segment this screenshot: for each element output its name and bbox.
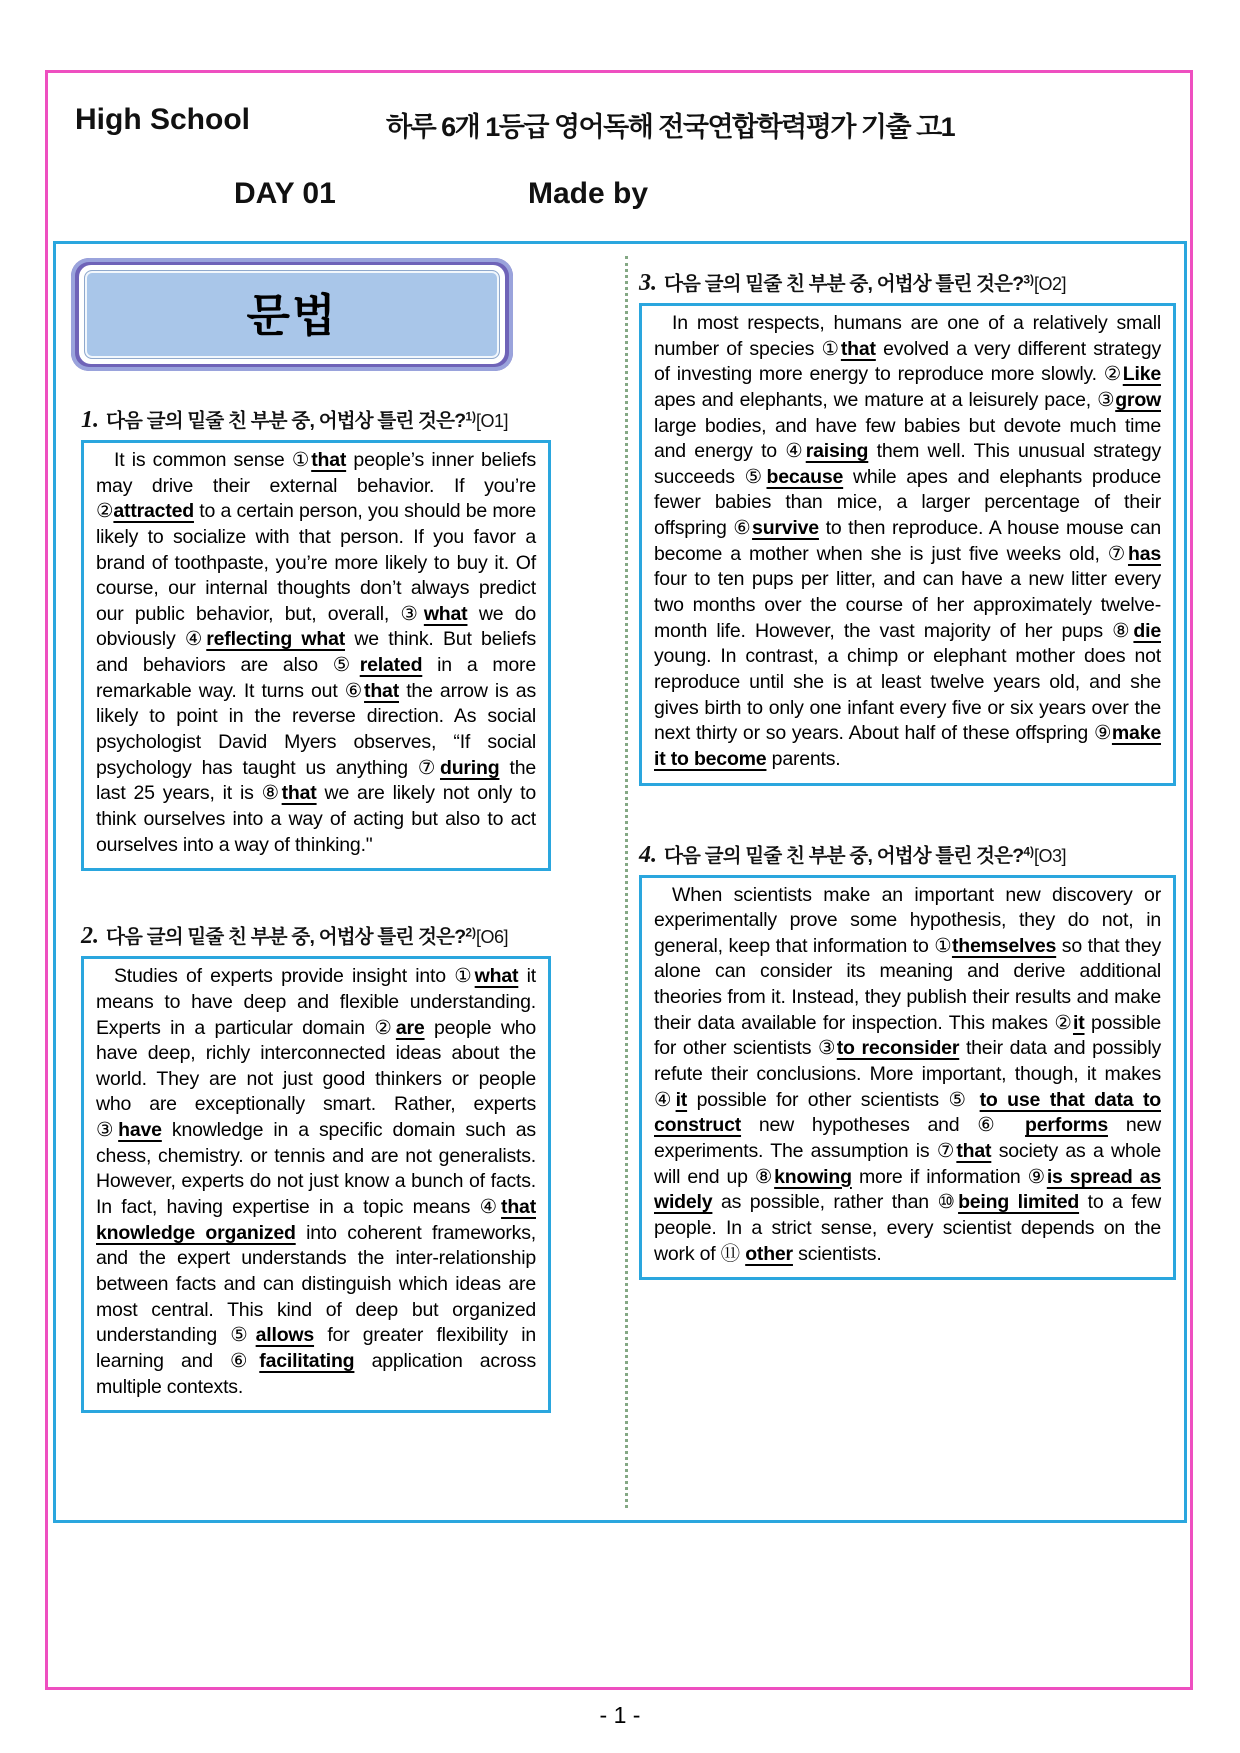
right-column	[628, 244, 1184, 1520]
question-2-source-ref: [O6]	[475, 927, 508, 948]
content-frame	[53, 241, 1187, 1523]
question-2-prompt	[81, 921, 551, 950]
question-1-prompt-text: 다음 글의 밑줄 친 부분 중, 어법상 틀린 것은?	[106, 410, 466, 432]
header-day-label: DAY 01	[234, 177, 336, 210]
question-1-footnote-mark: 1)	[465, 409, 476, 424]
question-3-prompt	[639, 268, 1176, 297]
question-1-number: 1.	[81, 407, 99, 433]
section-title: 문법	[84, 270, 500, 359]
question-3-passage: In most respects, humans are one of a relatively small number of species ①that evolved a very different strategy of investing more energy to reproduce more slowly. ②Like apes and elephants, we mature at a leisurely pace, ③grow large bodies, and have few babies but devote much time and energy to ④raising them well. This unusual strategy succeeds ⑤because while apes and elephants produce fewer babies than mice, a larger percentage of their offspring ⑥survive to then reproduce. A house mouse can become a mother when she is just five weeks old, ⑦has four to ten pups per litter, and can have a new litter every two months over the course of her approximately twelve-month life. However, the vast majority of her pups ⑧die young. In contrast, a chimp or elephant mother does not reproduce until she is at least twelve years old, and she gives birth to only one infant every five or six years over the next thirty or so years. About half of these offspring ⑨make it to become parents.	[639, 303, 1176, 786]
question-3-source-ref: [O2]	[1033, 274, 1066, 294]
page-number: - 1 -	[599, 1702, 641, 1728]
header-left-title: High School	[75, 103, 250, 136]
question-2-prompt-text: 다음 글의 밑줄 친 부분 중, 어법상 틀린 것은?	[106, 926, 466, 949]
question-2-passage: Studies of experts provide insight into ①what it means to have deep and flexible understanding. Experts in a particular domain ②are people who have deep, richly interconnected ideas about the world. They are not just good thinkers or people who are exceptionally smart. Rather, experts ③have knowledge in a specific domain such as chess, chemistry. or tennis and are not generalists. However, experts do not just know a bunch of facts. In fact, having expertise in a topic means ④that knowledge organized into coherent frameworks, and the expert understands the inter-relationship between facts and can distinguish which ideas are most central. This kind of deep but organized understanding ⑤allows for greater flexibility in learning and ⑥facilitating application across multiple contexts.	[81, 956, 551, 1413]
question-4-prompt-text: 다음 글의 밑줄 친 부분 중, 어법상 틀린 것은?	[664, 844, 1024, 867]
question-3	[639, 268, 1176, 786]
question-1-passage: It is common sense ①that people’s inner beliefs may drive their external behavior. If you’re ②attracted to a certain person, you should be more likely to socialize with that person. If you favor a brand of toothpaste, you’re more likely to buy it. Of course, our internal thoughts don’t always predict our public behavior, but, overall, ③what we do obviously ④reflecting what we think. But beliefs and behaviors are also ⑤related in a more remarkable way. It turns out ⑥that the arrow is as likely to point in the reverse direction. As social psychologist David Myers observes, “If social psychology has taught us anything ⑦during the last 25 years, it is ⑧that we are likely not only to think ourselves into a way of acting but also to act ourselves into a way of thinking."	[81, 440, 551, 871]
question-2-footnote-mark: 2)	[465, 925, 476, 940]
question-4-passage: When scientists make an important new discovery or experimentally prove some hypothesis, they do not, in general, keep that information to ①themselves so that they alone can consider its meaning and derive additional theories from it. Instead, they publish their results and make their data available for inspection. This makes ②it possible for other scientists ③to reconsider their data and possibly refute their conclusions. More important, though, it makes ④it possible for other scientists ⑤ to use that data to construct new hypotheses and ⑥ performs new experiments. The assumption is ⑦that society as a whole will end up ⑧knowing more if information ⑨is spread as widely as possible, rather than ⑩being limited to a few people. In a strict sense, every scientist depends on the work of ⑪ other scientists.	[639, 875, 1176, 1281]
question-1-prompt	[81, 405, 551, 434]
question-4-source-ref: [O3]	[1033, 845, 1066, 866]
question-2-number: 2.	[81, 923, 99, 950]
question-3-number: 3.	[639, 270, 657, 296]
question-4-prompt	[639, 840, 1176, 869]
question-1-source-ref: [O1]	[475, 411, 508, 431]
question-3-prompt-text: 다음 글의 밑줄 친 부분 중, 어법상 틀린 것은?	[664, 273, 1024, 295]
header-right-title: 하루 6개 1등급 영어독해 전국연합학력평가 기출 고1	[386, 112, 955, 142]
question-4-number: 4.	[639, 841, 657, 868]
question-4-footnote-mark: 4)	[1023, 844, 1034, 859]
page-border	[45, 70, 1193, 1690]
section-banner	[71, 258, 513, 371]
header-made-by: Made by	[528, 177, 649, 210]
question-1	[81, 405, 551, 871]
question-3-footnote-mark: 3)	[1023, 272, 1034, 287]
question-4	[639, 840, 1176, 1281]
question-2	[81, 921, 551, 1413]
left-column	[56, 244, 625, 1520]
section-banner-ring	[79, 265, 505, 364]
